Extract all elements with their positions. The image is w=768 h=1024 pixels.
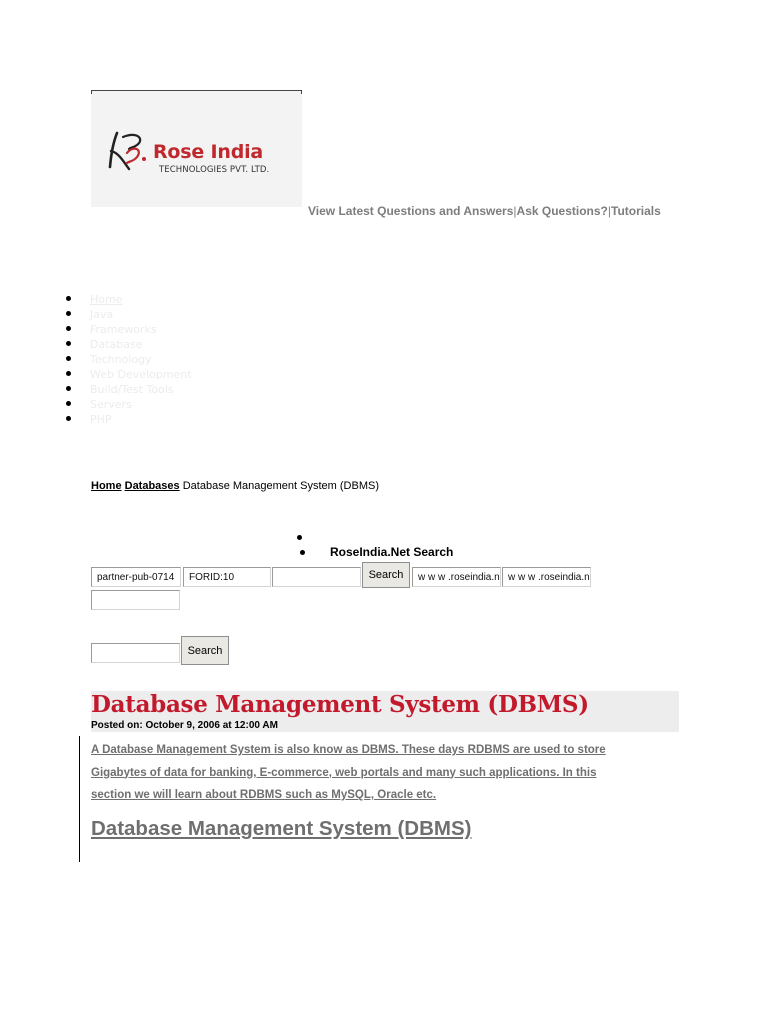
nav-link-home[interactable]: Home (90, 293, 123, 306)
nav-link-web-development[interactable]: Web Development (90, 368, 192, 381)
article-intro-line: section we will learn about RDBMS such as MySQL, Oracle etc. (91, 789, 437, 801)
nav-link-php[interactable]: PHP (90, 413, 112, 426)
article-title: Database Management System (DBMS) (91, 691, 589, 718)
nav-item-servers (66, 396, 192, 411)
nav-link-frameworks[interactable]: Frameworks (90, 323, 157, 336)
breadcrumb-databases-link[interactable]: Databases (124, 480, 180, 492)
article-intro-line: Gigabytes of data for banking, E-commerce, web portals and many such applications. In this (91, 766, 597, 779)
nav-link-build-test-tools[interactable]: Build/Test Tools (90, 383, 174, 396)
logo-subtitle: TECHNOLOGIES PVT. LTD. (159, 165, 270, 175)
nav-item-java (66, 306, 192, 321)
nav-item-web-development (66, 366, 192, 381)
list-bullet (297, 535, 302, 540)
nav-item-frameworks (66, 321, 192, 336)
search-extra-field[interactable] (91, 590, 180, 610)
main-nav (66, 291, 192, 426)
search-query-input[interactable] (272, 567, 361, 587)
content-divider (79, 736, 80, 862)
bottom-search-button-label: Search (187, 644, 223, 657)
rose-india-logo-mark-icon (107, 131, 151, 173)
breadcrumb (91, 480, 379, 492)
link-separator: | (607, 204, 612, 218)
search-button-label: Search (368, 569, 404, 581)
list-bullet (300, 550, 305, 555)
logo-title: Rose India (153, 141, 264, 163)
article-intro-line: A Database Management System is also know as DBMS. These days RDBMS are used to store (91, 744, 606, 756)
tutorials-link[interactable]: Tutorials (611, 204, 661, 218)
article-intro[interactable] (91, 739, 671, 807)
nav-item-technology (66, 351, 192, 366)
nav-link-database[interactable]: Database (90, 338, 143, 351)
bottom-search-button[interactable] (181, 636, 229, 665)
link-separator: | (513, 204, 517, 218)
search-domain-option-1[interactable] (412, 567, 501, 587)
nav-item-database (66, 336, 192, 351)
bottom-search-input[interactable] (91, 643, 180, 663)
breadcrumb-current: Database Management System (DBMS) (182, 480, 379, 492)
search-button[interactable] (362, 562, 410, 588)
top-links (308, 204, 661, 218)
ask-questions-link[interactable]: Ask Questions? (516, 204, 608, 218)
posted-date: Posted on: October 9, 2006 at 12:00 AM (91, 720, 278, 731)
nav-item-home (66, 291, 192, 306)
nav-link-technology[interactable]: Technology (90, 353, 152, 366)
nav-item-build-test-tools (66, 381, 192, 396)
view-latest-questions-link[interactable]: View Latest Questions and Answers (308, 204, 514, 218)
search-forid-field[interactable] (183, 567, 271, 587)
breadcrumb-home-link[interactable]: Home (91, 480, 122, 492)
search-domain-option-2[interactable] (502, 567, 591, 587)
nav-item-php (66, 411, 192, 426)
nav-link-servers[interactable]: Servers (90, 398, 132, 411)
site-logo[interactable] (91, 90, 302, 207)
search-partner-field[interactable] (91, 567, 181, 587)
search-title: RoseIndia.Net Search (330, 545, 454, 559)
nav-link-java[interactable]: Java (90, 308, 114, 321)
section-heading[interactable]: Database Management System (DBMS) (91, 817, 472, 840)
